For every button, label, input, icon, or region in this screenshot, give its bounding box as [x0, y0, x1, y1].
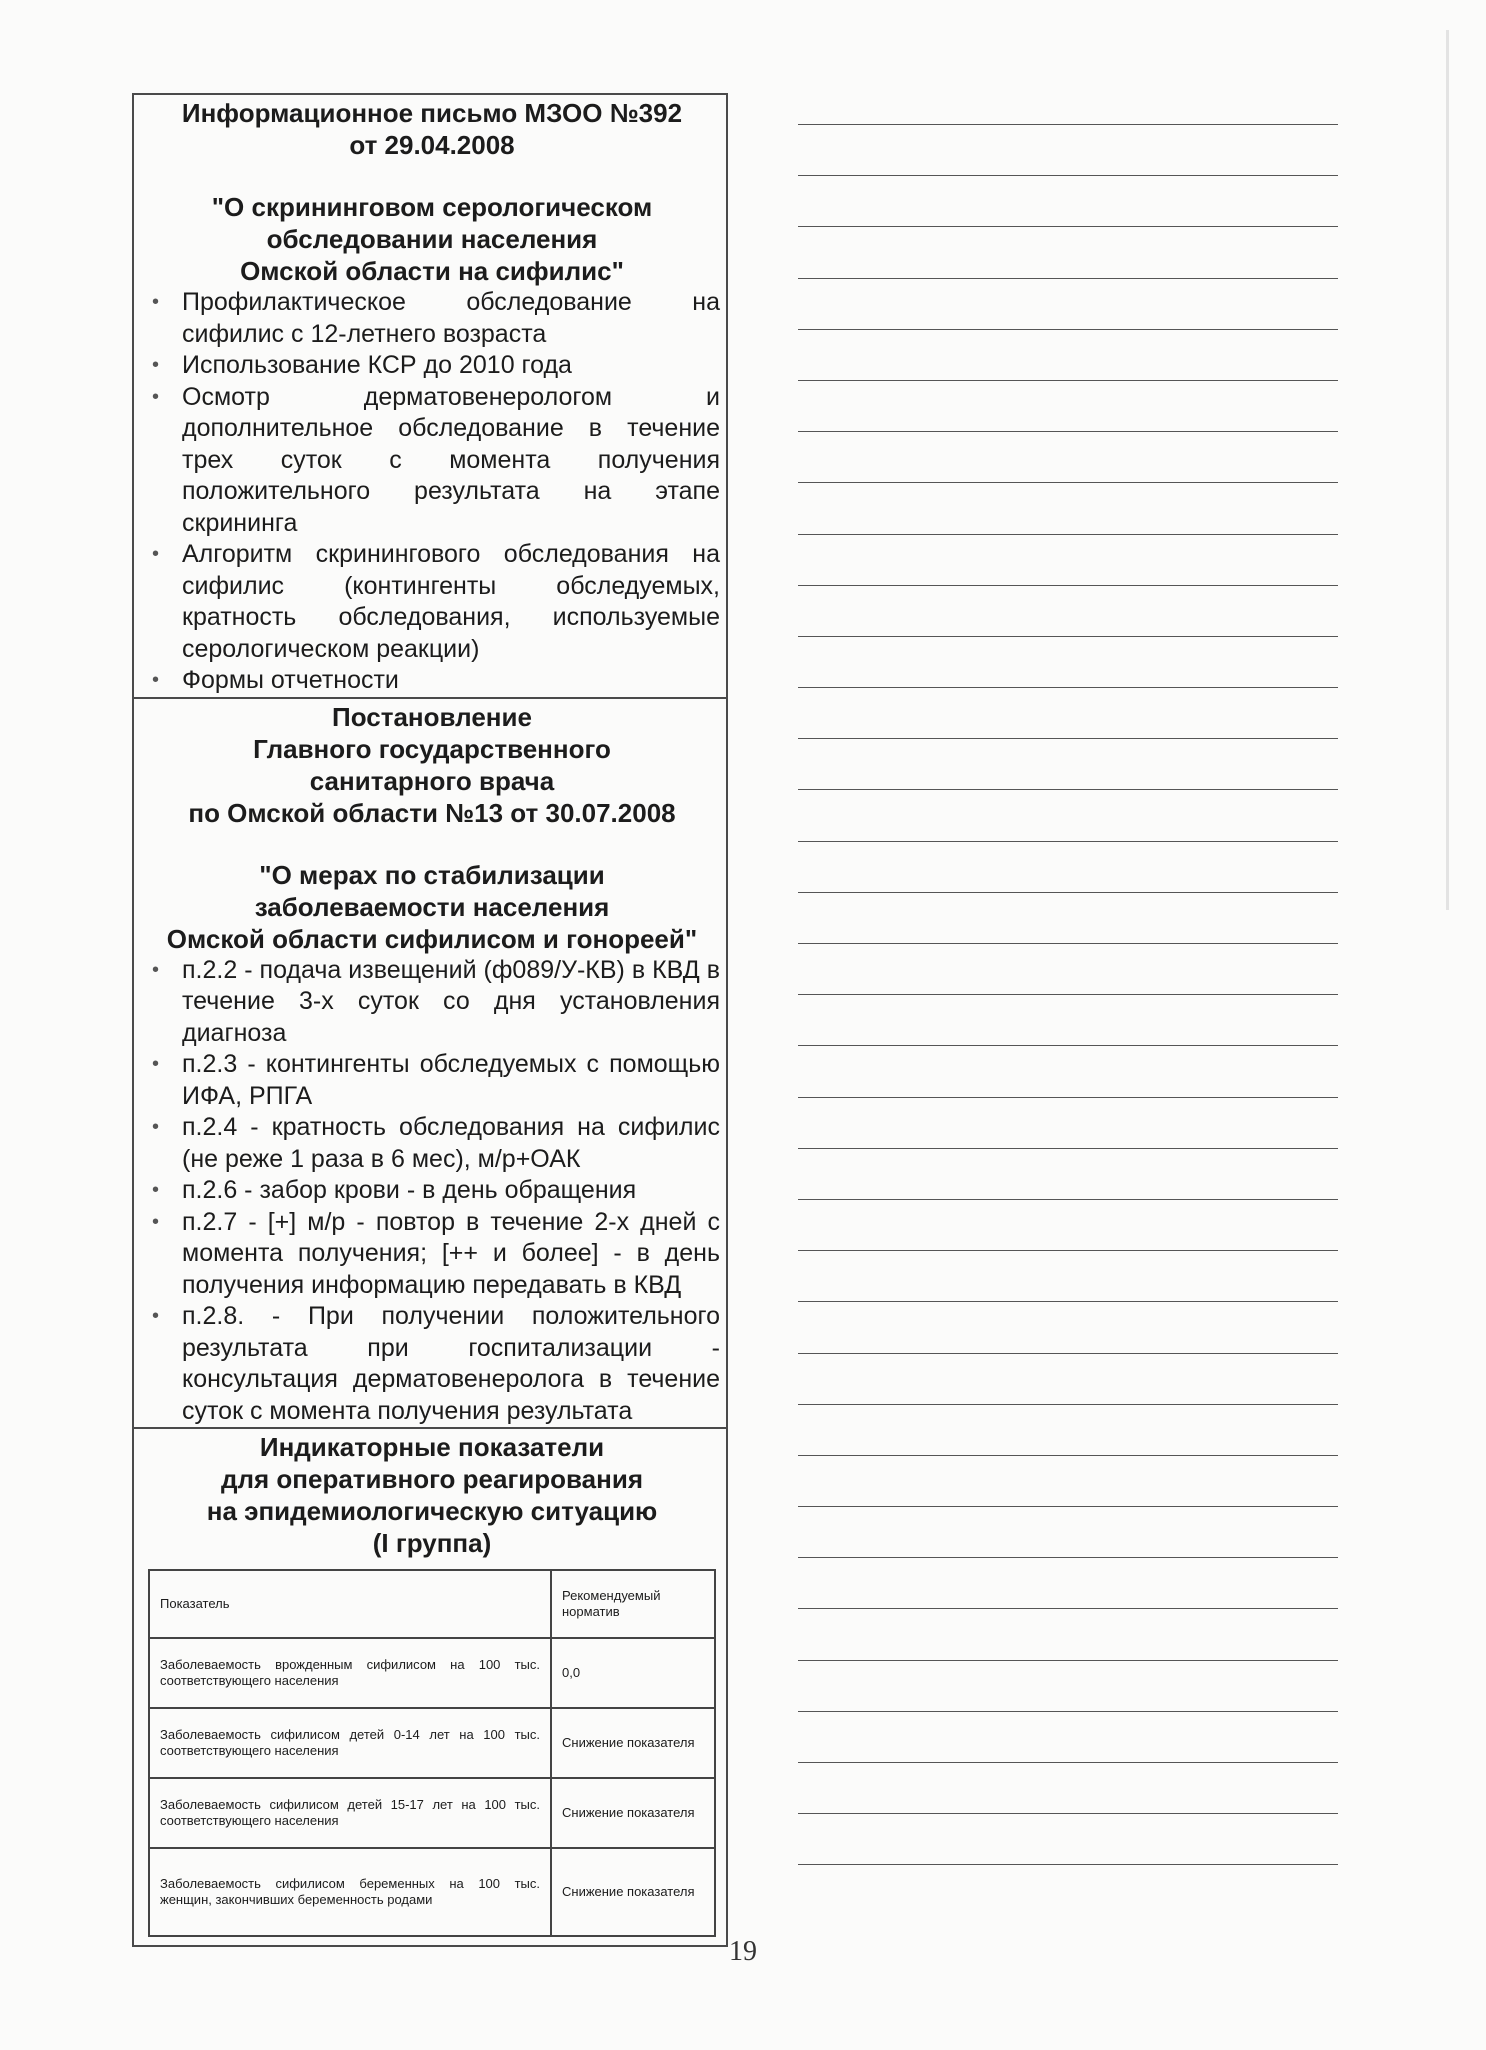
- bullet-item: • Алгоритм скринингового обследования на сифилис (контингенты обследуемых, кратность обследования, используемые серологическом реакции): [144, 539, 720, 665]
- note-line: [798, 278, 1338, 279]
- bullet-item: • п.2.8. - При получении положительного результата при госпитализации - консультация дерматовенеролога в течение суток с момента получения результата: [144, 1301, 720, 1427]
- table-row: [149, 1778, 715, 1848]
- bullet-item: • п.2.4 - кратность обследования на сифилис (не реже 1 раза в 6 мес), м/р+ОАК: [144, 1112, 720, 1175]
- left-column: [132, 93, 728, 1947]
- indicators-table: [148, 1569, 716, 1937]
- title-line: для оперативного реагирования: [220, 1464, 644, 1494]
- title-line: от 29.04.2008: [349, 130, 515, 160]
- subtitle-line: "О скрининговом серологическом: [211, 192, 653, 222]
- table-header-cell: Рекомендуемый норматив: [551, 1570, 715, 1638]
- section-indicators: [134, 1429, 726, 1945]
- subtitle-line: Омской области на сифилис": [240, 256, 624, 286]
- table-header-cell: Показатель: [149, 1570, 551, 1638]
- subtitle-line: Омской области сифилисом и гонореей": [166, 923, 698, 954]
- title-line: Главного государственного: [253, 733, 611, 764]
- title-line: на эпидемиологическую ситуацию: [206, 1496, 658, 1526]
- subtitle-line: обследовании населения: [266, 224, 598, 254]
- notes-lines-area: [798, 124, 1338, 1916]
- note-line: [798, 1353, 1338, 1354]
- note-line: [798, 1506, 1338, 1507]
- bullet-item: • п.2.3 - контингенты обследуемых с помощью ИФА, РПГА: [144, 1049, 720, 1112]
- table-cell: Заболеваемость врожденным сифилисом на 100 тыс. соответствующего населения: [149, 1638, 551, 1708]
- note-line: [798, 1864, 1338, 1865]
- section-resolution: [134, 699, 726, 1430]
- table-cell: Снижение показателя: [551, 1848, 715, 1936]
- table-row: [149, 1638, 715, 1708]
- bullet-list: [144, 955, 720, 1428]
- bullet-item: • Использование КСР до 2010 года: [144, 350, 720, 382]
- note-line: [798, 1557, 1338, 1558]
- title-line: Постановление: [332, 701, 532, 732]
- note-line: [798, 738, 1338, 739]
- table-row: [149, 1848, 715, 1936]
- note-line: [798, 124, 1338, 125]
- title-line: Информационное письмо МЗОО №392: [181, 98, 683, 128]
- table-cell: Снижение показателя: [551, 1778, 715, 1848]
- table-cell: Заболеваемость сифилисом беременных на 100 тыс. женщин, закончивших беременность родами: [149, 1848, 551, 1936]
- subtitle-line: заболеваемости населения: [254, 891, 610, 922]
- section-subtitle: [144, 859, 720, 955]
- note-line: [798, 1250, 1338, 1251]
- note-line: [798, 1608, 1338, 1609]
- note-line: [798, 636, 1338, 637]
- note-line: [798, 482, 1338, 483]
- bullet-item: • п.2.6 - забор крови - в день обращения: [144, 1175, 720, 1207]
- note-line: [798, 329, 1338, 330]
- note-line: [798, 1045, 1338, 1046]
- note-line: [798, 1404, 1338, 1405]
- title-line: (I группа): [372, 1528, 492, 1558]
- note-line: [798, 1199, 1338, 1200]
- note-line: [798, 789, 1338, 790]
- table-row: [149, 1708, 715, 1778]
- bullet-item: • Формы отчетности: [144, 665, 720, 697]
- note-line: [798, 380, 1338, 381]
- page-number: 19: [729, 1936, 757, 1967]
- bullet-item: • Профилактическое обследование на сифилис с 12-летнего возраста: [144, 287, 720, 350]
- note-line: [798, 892, 1338, 893]
- section-subtitle: [144, 191, 720, 287]
- bullet-list: [144, 287, 720, 697]
- title-line: по Омской области №13 от 30.07.2008: [188, 797, 676, 828]
- table-cell: Снижение показателя: [551, 1708, 715, 1778]
- note-line: [798, 1711, 1338, 1712]
- note-line: [798, 1301, 1338, 1302]
- table-cell: Заболеваемость сифилисом детей 15-17 лет на 100 тыс. соответствующего населения: [149, 1778, 551, 1848]
- note-line: [798, 1455, 1338, 1456]
- subtitle-line: "О мерах по стабилизации: [259, 859, 605, 890]
- note-line: [798, 1813, 1338, 1814]
- note-line: [798, 1660, 1338, 1661]
- section-info-letter: [134, 95, 726, 699]
- note-line: [798, 994, 1338, 995]
- note-line: [798, 1762, 1338, 1763]
- note-line: [798, 534, 1338, 535]
- note-line: [798, 1097, 1338, 1098]
- note-line: [798, 431, 1338, 432]
- table-cell: 0,0: [551, 1638, 715, 1708]
- bullet-item: • п.2.7 - [+] м/р - повтор в течение 2-х дней с момента получения; [++ и более] - в день получения информацию передавать в КВД: [144, 1207, 720, 1302]
- bullet-item: • Осмотр дерматовенерологом и дополнительное обследование в течение трех суток с момента получения положительного результата на этапе скрининга: [144, 382, 720, 540]
- bullet-item: • п.2.2 - подача извещений (ф089/У-КВ) в КВД в течение 3-х суток со дня установления диагноза: [144, 955, 720, 1050]
- title-line: Индикаторные показатели: [259, 1432, 605, 1462]
- page-edge-shadow: [1446, 30, 1449, 910]
- note-line: [798, 226, 1338, 227]
- section-title: [144, 1431, 720, 1559]
- title-line: санитарного врача: [309, 765, 555, 796]
- note-line: [798, 687, 1338, 688]
- section-title: [144, 97, 720, 161]
- section-title: [144, 701, 720, 829]
- note-line: [798, 1148, 1338, 1149]
- table-header-row: [149, 1570, 715, 1638]
- note-line: [798, 175, 1338, 176]
- table-cell: Заболеваемость сифилисом детей 0-14 лет на 100 тыс. соответствующего населения: [149, 1708, 551, 1778]
- note-line: [798, 585, 1338, 586]
- note-line: [798, 943, 1338, 944]
- note-line: [798, 841, 1338, 842]
